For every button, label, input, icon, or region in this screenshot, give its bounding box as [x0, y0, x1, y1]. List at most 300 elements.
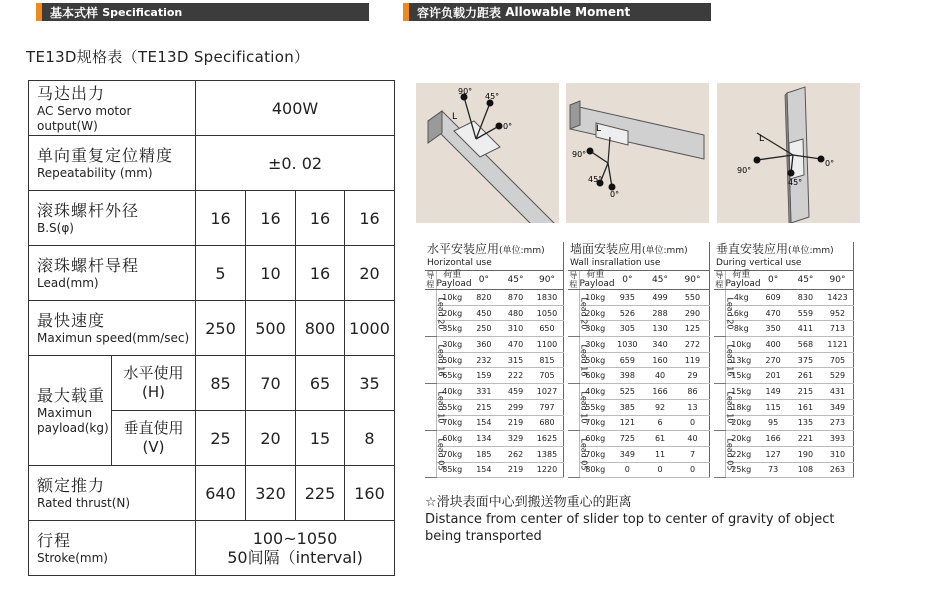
moment-cell: 149 [757, 384, 789, 400]
l-line [608, 137, 610, 163]
spec-table [28, 80, 395, 576]
moment-cell: 1423 [822, 290, 854, 306]
moment-row [425, 290, 563, 306]
payload-vertical-label [112, 411, 196, 466]
angle-header: 90° [531, 271, 563, 290]
spec-cell: 320 [246, 466, 296, 521]
payload-cell: 6kg [725, 305, 757, 321]
thrust-label-en: Rated thrust(N) [37, 496, 131, 510]
spec-cell: 5 [196, 246, 246, 301]
payload-header [436, 270, 472, 290]
arm-0 [608, 163, 612, 187]
stroke-range: 100~1050 [252, 529, 338, 548]
moment-row [568, 431, 709, 447]
moment-row [425, 462, 563, 478]
spec-header-cn: 基本式样 [50, 5, 99, 20]
lead-text: Lead 16 [579, 344, 589, 377]
moment-cell: 431 [822, 384, 854, 400]
mass-point [754, 157, 761, 164]
payload-cell: 80kg [579, 462, 611, 478]
moment-cell: 95 [757, 415, 789, 431]
payload-cell: 22kg [725, 446, 757, 462]
spec-cell: 85 [196, 356, 246, 411]
moment-cell: 219 [500, 415, 532, 431]
moment-row [568, 368, 709, 384]
payload-cell: 70kg [436, 446, 468, 462]
lead-header: 导程 [426, 271, 435, 289]
payload-cell: 70kg [579, 415, 611, 431]
spec-cell: 25 [196, 411, 246, 466]
moment-row [714, 384, 854, 400]
moment-row [568, 290, 709, 306]
moment-cell: 329 [500, 431, 532, 447]
moment-row [425, 431, 563, 447]
spec-cell: 500 [246, 301, 296, 356]
moment-cell: 159 [468, 368, 500, 384]
angle-90-label: 90° [572, 150, 587, 159]
moment-cell: 11 [644, 446, 677, 462]
lead-text: Lead 20 [436, 297, 446, 330]
lead-text: Lead 20 [725, 297, 735, 330]
mass-point [587, 148, 594, 155]
moment-cell: 161 [789, 399, 821, 415]
payload-cell: 10kg [579, 290, 611, 306]
moment-row [425, 446, 563, 462]
moment-header-en: Allowable Moment [505, 5, 631, 19]
lead-group-label [714, 431, 735, 478]
spec-row-lead [29, 246, 395, 301]
spec-cell: 250 [196, 301, 246, 356]
angle-90-label: 90° [458, 87, 473, 96]
angle-0-label: 0° [503, 122, 513, 131]
payload-cell: 15kg [725, 384, 757, 400]
lead-label-cn: 滚珠螺杆导程 [37, 256, 140, 275]
lead-text: Lead 10 [436, 391, 446, 424]
header-marker [36, 3, 42, 21]
moment-cell: 705 [531, 368, 563, 384]
moment-unit: (单位:mm) [642, 246, 688, 256]
payload-cell: 55kg [436, 399, 468, 415]
payload-cell: 4kg [725, 290, 757, 306]
moment-cell: 550 [676, 290, 709, 306]
moment-title-line [427, 243, 563, 257]
angle-header: 45° [789, 271, 821, 290]
spec-cell: 16 [296, 246, 345, 301]
moment-cell: 1027 [531, 384, 563, 400]
moment-row [714, 462, 854, 478]
moment-cell: 108 [789, 462, 821, 478]
lead-text: Lead 05 [436, 438, 446, 471]
moment-cell: 262 [500, 446, 532, 462]
lead-group-label [425, 290, 446, 337]
moment-cell: 73 [757, 462, 789, 478]
moment-row [714, 290, 854, 306]
moment-cell: 154 [468, 462, 500, 478]
stroke-label-en: Stroke(mm) [37, 551, 108, 565]
moment-cell: 349 [822, 399, 854, 415]
spec-cell: 800 [296, 301, 345, 356]
moment-row [568, 305, 709, 321]
lead-text: Lead 10 [725, 391, 735, 424]
moment-cell: 713 [822, 321, 854, 337]
moment-cell: 815 [531, 352, 563, 368]
payload-header-en: Payload [725, 279, 761, 289]
payload-cell: 70kg [436, 415, 468, 431]
moment-table [568, 242, 710, 478]
moment-cell: 559 [789, 305, 821, 321]
repeat-label-cn: 单向重复定位精度 [37, 146, 174, 165]
lead-group-label [714, 290, 735, 337]
lead-group-label [425, 337, 446, 384]
angle-header: 45° [644, 271, 677, 290]
lead-text: Lead 05 [725, 438, 735, 471]
moment-cell: 952 [822, 305, 854, 321]
spec-cell: 1000 [345, 301, 395, 356]
rail-end [428, 111, 442, 143]
moment-cell: 0 [611, 462, 644, 478]
moment-row [568, 399, 709, 415]
moment-cell: 61 [644, 431, 677, 447]
angle-90-label: 90° [737, 166, 752, 175]
payload-cell: 40kg [579, 384, 611, 400]
moment-cell: 166 [644, 384, 677, 400]
moment-row [425, 352, 563, 368]
moment-cell: 529 [822, 368, 854, 384]
moment-cell: 480 [500, 305, 532, 321]
angle-45-label: 45° [588, 175, 603, 184]
moment-cell: 0 [676, 462, 709, 478]
payload-cell: 8kg [725, 321, 757, 337]
moment-cell: 40 [676, 431, 709, 447]
moment-cell: 705 [822, 352, 854, 368]
moment-title-cn: 墙面安装应用 [570, 242, 643, 256]
motor-label-cn: 马达出力 [37, 83, 106, 103]
lead-group-label [425, 431, 446, 478]
payload-label-cn: 最大载重 [37, 386, 106, 405]
moment-cell: 525 [611, 384, 644, 400]
moment-row [425, 321, 563, 337]
motor-label-en: AC Servo motor output(W) [37, 103, 132, 133]
lead-group-label [568, 290, 589, 337]
lead-group-label [568, 431, 589, 478]
moment-row [568, 352, 709, 368]
spec-label [29, 301, 196, 356]
moment-cell: 219 [500, 462, 532, 478]
moment-cell: 797 [531, 399, 563, 415]
moment-cell: 310 [500, 321, 532, 337]
moment-row [714, 399, 854, 415]
angle-header: 45° [500, 271, 532, 290]
bs-label-en: B.S(φ) [37, 221, 74, 235]
moment-cell: 86 [676, 384, 709, 400]
moment-row [568, 415, 709, 431]
header-marker [403, 3, 409, 21]
angle-header: 0° [611, 271, 644, 290]
vertical-cn: 垂直使用 [123, 419, 184, 437]
moment-cell: 115 [757, 399, 789, 415]
spec-cell: 16 [345, 191, 395, 246]
moment-title-en: Horizontal use [427, 258, 492, 268]
moment-cell: 119 [676, 352, 709, 368]
moment-title [714, 242, 854, 271]
moment-cell: 201 [757, 368, 789, 384]
moment-cell: 166 [757, 431, 789, 447]
angle-header: 0° [757, 271, 789, 290]
moment-cell: 1625 [531, 431, 563, 447]
horizontal-cn: 水平使用 [123, 364, 184, 382]
payload-header [579, 270, 615, 290]
spec-row-payload-h [29, 356, 395, 411]
moment-cell: 154 [468, 415, 500, 431]
moment-cell: 130 [644, 321, 677, 337]
moment-cell: 568 [789, 337, 821, 353]
payload-cell: 20kg [725, 431, 757, 447]
mass-point [818, 156, 825, 163]
moment-title-cn: 水平安装应用 [427, 242, 500, 256]
moment-title-line [570, 243, 709, 257]
angle-45-label: 45° [788, 178, 803, 187]
lead-text: Lead 16 [725, 344, 735, 377]
moment-row [425, 305, 563, 321]
moment-cell: 290 [676, 305, 709, 321]
motor-value: 400W [196, 81, 395, 136]
moment-cell: 1385 [531, 446, 563, 462]
moment-cell: 470 [757, 305, 789, 321]
length-label: L [759, 134, 765, 144]
lead-group-label [714, 384, 735, 431]
spec-label [29, 81, 196, 136]
lead-group-label [568, 337, 589, 384]
moment-cell: 1030 [611, 337, 644, 353]
payload-header-cn: 荷重 [586, 270, 605, 280]
lead-group-label [425, 384, 446, 431]
moment-cell: 526 [611, 305, 644, 321]
payload-header-cn: 荷重 [443, 270, 462, 280]
moment-header-row [714, 271, 854, 290]
spec-header-en: Specification [102, 5, 183, 19]
spec-label [29, 191, 196, 246]
repeat-value: ±0. 02 [196, 136, 395, 191]
moment-cell: 1050 [531, 305, 563, 321]
spec-cell: 640 [196, 466, 246, 521]
moment-cell: 190 [789, 446, 821, 462]
payload-cell: 65kg [436, 368, 468, 384]
moment-row [425, 384, 563, 400]
moment-header-row [425, 271, 563, 290]
spec-cell: 20 [345, 246, 395, 301]
payload-header-en: Payload [436, 279, 472, 289]
lead-group-label [714, 337, 735, 384]
moment-title-line [716, 243, 853, 257]
moment-title-row [425, 242, 563, 271]
angle-header: 0° [468, 271, 500, 290]
payload-label-en2: payload(kg) [37, 421, 109, 435]
lead-header: 导程 [569, 271, 578, 289]
moment-cell: 13 [676, 399, 709, 415]
spec-cell: 15 [296, 411, 345, 466]
payload-cell: 30kg [579, 337, 611, 353]
payload-cell: 55kg [579, 399, 611, 415]
payload-header-en: Payload [579, 279, 615, 289]
payload-cell: 30kg [579, 321, 611, 337]
moment-header-row [568, 271, 709, 290]
payload-label-en1: Maximun [37, 406, 93, 420]
payload-cell: 60kg [436, 431, 468, 447]
moment-cell: 870 [500, 290, 532, 306]
stroke-interval: 50间隔（interval) [227, 548, 363, 567]
moment-cell: 310 [822, 446, 854, 462]
payload-cell: 30kg [436, 337, 468, 353]
moment-cell: 680 [531, 415, 563, 431]
moment-title [568, 242, 709, 271]
moment-cell: 125 [676, 321, 709, 337]
moment-row [425, 399, 563, 415]
spec-label [29, 246, 196, 301]
moment-title-en: During vertical use [716, 258, 802, 268]
stroke-label-cn: 行程 [37, 531, 72, 550]
moment-cell: 375 [789, 352, 821, 368]
angle-0-label: 0° [825, 159, 835, 168]
spec-row-bs [29, 191, 395, 246]
moment-row [568, 462, 709, 478]
moment-cell: 459 [500, 384, 532, 400]
horizontal-en: (H) [142, 383, 165, 401]
stroke-value [196, 521, 395, 576]
moment-cell: 340 [644, 337, 677, 353]
payload-horizontal-label [112, 356, 196, 411]
moment-row [714, 352, 854, 368]
lead-header: 导程 [715, 271, 724, 289]
moment-cell: 398 [611, 368, 644, 384]
moment-table [425, 242, 564, 478]
moment-cell: 92 [644, 399, 677, 415]
thrust-label-cn: 额定推力 [37, 476, 106, 495]
moment-row [714, 305, 854, 321]
moment-row [568, 446, 709, 462]
spec-label [29, 466, 196, 521]
moment-cell: 121 [611, 415, 644, 431]
payload-cell: 10kg [436, 290, 468, 306]
moment-title-en: Wall insrallation use [570, 258, 661, 268]
moment-cell: 272 [676, 337, 709, 353]
spec-cell: 10 [246, 246, 296, 301]
payload-cell: 50kg [436, 352, 468, 368]
spec-row-motor [29, 81, 395, 136]
angle-0-label: 0° [610, 190, 620, 199]
mass-point [788, 170, 795, 177]
moment-cell: 450 [468, 305, 500, 321]
angle-header: 90° [822, 271, 854, 290]
spec-cell: 160 [345, 466, 395, 521]
vertical-en: (V) [142, 438, 165, 456]
note-en-1: Distance from center of slider top to center of gravity of object [425, 512, 835, 527]
length-label: L [452, 112, 458, 122]
payload-cell: 50kg [579, 352, 611, 368]
spec-row-thrust [29, 466, 395, 521]
payload-cell: 18kg [725, 399, 757, 415]
moment-title-cn: 垂直安装应用 [716, 242, 789, 256]
moment-cell: 0 [676, 415, 709, 431]
payload-cell: 10kg [725, 337, 757, 353]
moment-cell: 1121 [822, 337, 854, 353]
moment-cell: 222 [500, 368, 532, 384]
distance-note [425, 494, 834, 545]
angle-header: 90° [676, 271, 709, 290]
payload-cell: 20kg [436, 305, 468, 321]
moment-cell: 1220 [531, 462, 563, 478]
moment-title-row [568, 242, 709, 271]
moment-row [714, 415, 854, 431]
lead-group-label [568, 384, 589, 431]
moment-cell: 315 [500, 352, 532, 368]
spec-cell: 225 [296, 466, 345, 521]
moment-cell: 160 [644, 352, 677, 368]
spec-cell: 65 [296, 356, 345, 411]
lead-text: Lead 10 [579, 391, 589, 424]
moment-cell: 40 [644, 368, 677, 384]
lead-text: Lead 20 [579, 297, 589, 330]
angle-45-label: 45° [485, 92, 500, 101]
spec-label [29, 136, 196, 191]
moment-cell: 263 [822, 462, 854, 478]
moment-cell: 250 [468, 321, 500, 337]
wall-mount-diagram [566, 83, 709, 223]
moment-unit: (单位:mm) [788, 246, 834, 256]
moment-unit: (单位:mm) [499, 246, 545, 256]
moment-row [568, 337, 709, 353]
spec-section-header [36, 3, 369, 21]
note-en-2: being transported [425, 529, 542, 544]
moment-cell: 215 [789, 384, 821, 400]
moment-table [714, 242, 854, 478]
moment-cell: 609 [757, 290, 789, 306]
spec-table-title: TE13D规格表（TE13D Specification） [26, 48, 310, 66]
payload-cell: 13kg [725, 352, 757, 368]
moment-cell: 349 [611, 446, 644, 462]
spec-row-speed [29, 301, 395, 356]
spec-label [29, 521, 196, 576]
repeat-label-en: Repeatability (mm) [37, 166, 153, 180]
moment-header-cn: 容许负载力距表 [417, 5, 502, 20]
payload-header [725, 270, 761, 290]
moment-cell: 350 [757, 321, 789, 337]
moment-row [714, 368, 854, 384]
moment-cell: 135 [789, 415, 821, 431]
payload-cell: 35kg [436, 321, 468, 337]
moment-cell: 1830 [531, 290, 563, 306]
spec-cell: 16 [246, 191, 296, 246]
moment-cell: 270 [757, 352, 789, 368]
payload-cell: 25kg [725, 462, 757, 478]
mass-point [496, 123, 503, 130]
vertical-mount-diagram [717, 83, 860, 223]
moment-row [425, 368, 563, 384]
spec-cell: 35 [345, 356, 395, 411]
moment-cell: 385 [611, 399, 644, 415]
length-label: L [596, 124, 602, 134]
moment-cell: 29 [676, 368, 709, 384]
moment-cell: 725 [611, 431, 644, 447]
horizontal-mount-diagram [416, 83, 559, 223]
moment-cell: 185 [468, 446, 500, 462]
bs-label-cn: 滚珠螺杆外径 [37, 201, 140, 220]
moment-cell: 400 [757, 337, 789, 353]
moment-row [568, 321, 709, 337]
spec-cell: 8 [345, 411, 395, 466]
moment-cell: 1100 [531, 337, 563, 353]
moment-cell: 134 [468, 431, 500, 447]
speed-label-en: Maximun speed(mm/sec) [37, 331, 190, 345]
